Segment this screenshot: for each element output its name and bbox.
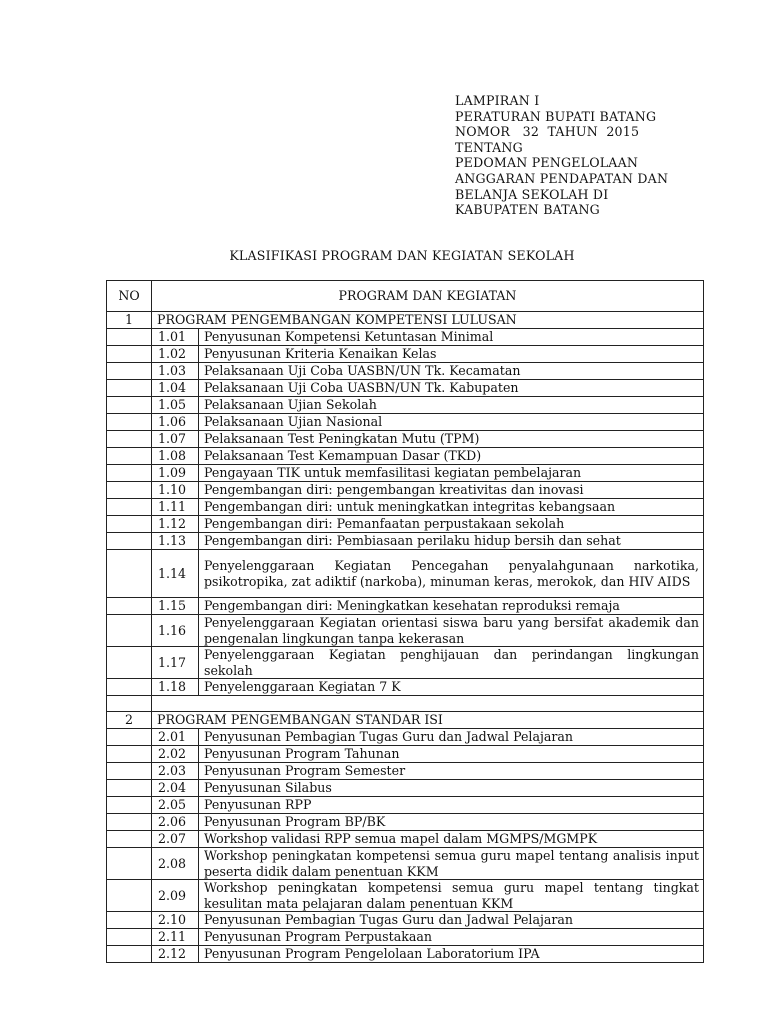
activity-description: Penyelenggaraan Kegiatan orientasi siswa baru yang bersifat akademik dan pengenalan lingkungan tanpa kekerasan [199, 615, 704, 647]
table-row [107, 929, 704, 946]
activity-code: 1.02 [152, 346, 199, 363]
table-row [107, 729, 704, 746]
empty-cell [107, 516, 152, 533]
activity-description: Workshop peningkatan kompetensi semua guru mapel tentang tingkat kesulitan mata pelajaran dalam penentuan KKM [199, 880, 704, 912]
activity-code: 2.07 [152, 831, 199, 848]
table-row [107, 448, 704, 465]
activity-description: Penyusunan Silabus [199, 780, 704, 797]
activity-code: 1.12 [152, 516, 199, 533]
activity-code: 1.07 [152, 431, 199, 448]
empty-cell [107, 414, 152, 431]
activity-code: 1.05 [152, 397, 199, 414]
table-row [107, 797, 704, 814]
table-row [107, 329, 704, 346]
activity-code: 2.09 [152, 880, 199, 912]
table-row [107, 831, 704, 848]
empty-cell [152, 696, 704, 712]
activity-description: Pelaksanaan Test Peningkatan Mutu (TPM) [199, 431, 704, 448]
activity-code: 2.05 [152, 797, 199, 814]
activity-description: Penyusunan Pembagian Tugas Guru dan Jadwal Pelajaran [199, 912, 704, 929]
column-header-program: PROGRAM DAN KEGIATAN [152, 281, 704, 312]
empty-cell [107, 482, 152, 499]
table-row [107, 363, 704, 380]
activity-description: Pelaksanaan Test Kemampuan Dasar (TKD) [199, 448, 704, 465]
table-row [107, 482, 704, 499]
activity-code: 1.04 [152, 380, 199, 397]
empty-cell [107, 465, 152, 482]
empty-cell [107, 912, 152, 929]
activity-code: 1.16 [152, 615, 199, 647]
empty-cell [107, 598, 152, 615]
activity-code: 2.10 [152, 912, 199, 929]
table-row [107, 763, 704, 780]
activity-description: Workshop peningkatan kompetensi semua guru mapel tentang analisis input peserta didik dalam penentuan KKM [199, 848, 704, 880]
table-body [107, 312, 704, 963]
empty-cell [107, 647, 152, 679]
activity-code: 1.09 [152, 465, 199, 482]
table-row [107, 533, 704, 550]
header-line: NOMOR 32 TAHUN 2015 [455, 124, 640, 140]
empty-cell [107, 431, 152, 448]
empty-cell [107, 448, 152, 465]
activity-description: Workshop validasi RPP semua mapel dalam MGMPS/MGMPK [199, 831, 704, 848]
group-number: 2 [107, 712, 152, 729]
table-row [107, 550, 704, 598]
empty-cell [107, 533, 152, 550]
table-row [107, 814, 704, 831]
empty-cell [107, 929, 152, 946]
program-table [106, 280, 704, 963]
table-row [107, 380, 704, 397]
table-row [107, 679, 704, 696]
table-header-row [107, 281, 704, 312]
activity-description: Pengembangan diri: pengembangan kreativitas dan inovasi [199, 482, 704, 499]
table-row [107, 598, 704, 615]
activity-description: Pelaksanaan Uji Coba UASBN/UN Tk. Kecamatan [199, 363, 704, 380]
activity-description: Pengayaan TIK untuk memfasilitasi kegiatan pembelajaran [199, 465, 704, 482]
activity-description: Pengembangan diri: Pembiasaan perilaku hidup bersih dan sehat [199, 533, 704, 550]
table-row [107, 465, 704, 482]
table-row [107, 946, 704, 963]
empty-cell [107, 329, 152, 346]
activity-description: Pelaksanaan Uji Coba UASBN/UN Tk. Kabupaten [199, 380, 704, 397]
header-line: PERATURAN BUPATI BATANG [455, 108, 657, 124]
empty-cell [107, 831, 152, 848]
table-row [107, 615, 704, 647]
activity-code: 2.03 [152, 763, 199, 780]
header-line: TENTANG [455, 139, 523, 155]
header-line: KABUPATEN BATANG [455, 202, 600, 218]
activity-description: Penyelenggaraan Kegiatan 7 K [199, 679, 704, 696]
activity-description: Penyusunan Program Tahunan [199, 746, 704, 763]
activity-code: 2.08 [152, 848, 199, 880]
activity-description: Penyelenggaraan Kegiatan Pencegahan penyalahgunaan narkotika, psikotropika, zat adiktif (narkoba), minuman keras, merokok, dan HIV AIDS [199, 550, 704, 598]
activity-code: 1.11 [152, 499, 199, 516]
activity-description: Pelaksanaan Ujian Sekolah [199, 397, 704, 414]
table-row [107, 880, 704, 912]
activity-code: 1.01 [152, 329, 199, 346]
activity-code: 2.11 [152, 929, 199, 946]
empty-cell [107, 880, 152, 912]
table-row [107, 746, 704, 763]
empty-cell [107, 380, 152, 397]
activity-description: Penyelenggaraan Kegiatan penghijauan dan perindangan lingkungan sekolah [199, 647, 704, 679]
appendix-header [455, 93, 668, 218]
empty-cell [107, 848, 152, 880]
activity-code: 2.01 [152, 729, 199, 746]
activity-description: Pelaksanaan Ujian Nasional [199, 414, 704, 431]
program-group-row [107, 712, 704, 729]
empty-cell [107, 397, 152, 414]
activity-description: Penyusunan Pembagian Tugas Guru dan Jadwal Pelajaran [199, 729, 704, 746]
empty-cell [107, 814, 152, 831]
header-line: ANGGARAN PENDAPATAN DAN [455, 170, 669, 186]
column-header-no: NO [107, 281, 152, 312]
activity-code: 2.04 [152, 780, 199, 797]
activity-description: Penyusunan Program BP/BK [199, 814, 704, 831]
activity-code: 1.14 [152, 550, 199, 598]
table-row [107, 431, 704, 448]
header-line: PEDOMAN PENGELOLAAN [455, 155, 639, 171]
group-title: PROGRAM PENGEMBANGAN STANDAR ISI [152, 712, 704, 729]
empty-cell [107, 946, 152, 963]
table-row [107, 516, 704, 533]
empty-cell [107, 363, 152, 380]
activity-description: Pengembangan diri: Pemanfaatan perpustakaan sekolah [199, 516, 704, 533]
table-row [107, 346, 704, 363]
activity-description: Penyusunan Program Perpustakaan [199, 929, 704, 946]
activity-description: Pengembangan diri: Meningkatkan kesehatan reproduksi remaja [199, 598, 704, 615]
blank-row [107, 696, 704, 712]
activity-code: 1.03 [152, 363, 199, 380]
empty-cell [107, 346, 152, 363]
table-row [107, 414, 704, 431]
activity-description: Pengembangan diri: untuk meningkatkan integritas kebangsaan [199, 499, 704, 516]
activity-code: 1.15 [152, 598, 199, 615]
empty-cell [107, 797, 152, 814]
table-row [107, 912, 704, 929]
empty-cell [107, 679, 152, 696]
empty-cell [107, 696, 152, 712]
activity-code: 2.02 [152, 746, 199, 763]
header-line: LAMPIRAN I [455, 93, 540, 108]
activity-code: 1.06 [152, 414, 199, 431]
activity-description: Penyusunan RPP [199, 797, 704, 814]
activity-description: Penyusunan Kompetensi Ketuntasan Minimal [199, 329, 704, 346]
activity-code: 1.18 [152, 679, 199, 696]
empty-cell [107, 615, 152, 647]
activity-code: 2.12 [152, 946, 199, 963]
program-group-row [107, 312, 704, 329]
activity-code: 1.08 [152, 448, 199, 465]
activity-code: 1.13 [152, 533, 199, 550]
activity-code: 1.10 [152, 482, 199, 499]
table-row [107, 647, 704, 679]
header-line: BELANJA SEKOLAH DI [455, 186, 609, 202]
empty-cell [107, 780, 152, 797]
empty-cell [107, 499, 152, 516]
empty-cell [107, 550, 152, 598]
empty-cell [107, 746, 152, 763]
activity-description: Penyusunan Program Semester [199, 763, 704, 780]
empty-cell [107, 729, 152, 746]
document-title: KLASIFIKASI PROGRAM DAN KEGIATAN SEKOLAH [229, 248, 575, 263]
group-title: PROGRAM PENGEMBANGAN KOMPETENSI LULUSAN [152, 312, 704, 329]
activity-code: 2.06 [152, 814, 199, 831]
activity-code: 1.17 [152, 647, 199, 679]
empty-cell [107, 763, 152, 780]
table-row [107, 848, 704, 880]
group-number: 1 [107, 312, 152, 329]
activity-description: Penyusunan Program Pengelolaan Laboratorium IPA [199, 946, 704, 963]
table-row [107, 780, 704, 797]
activity-description: Penyusunan Kriteria Kenaikan Kelas [199, 346, 704, 363]
table-row [107, 499, 704, 516]
table-row [107, 397, 704, 414]
